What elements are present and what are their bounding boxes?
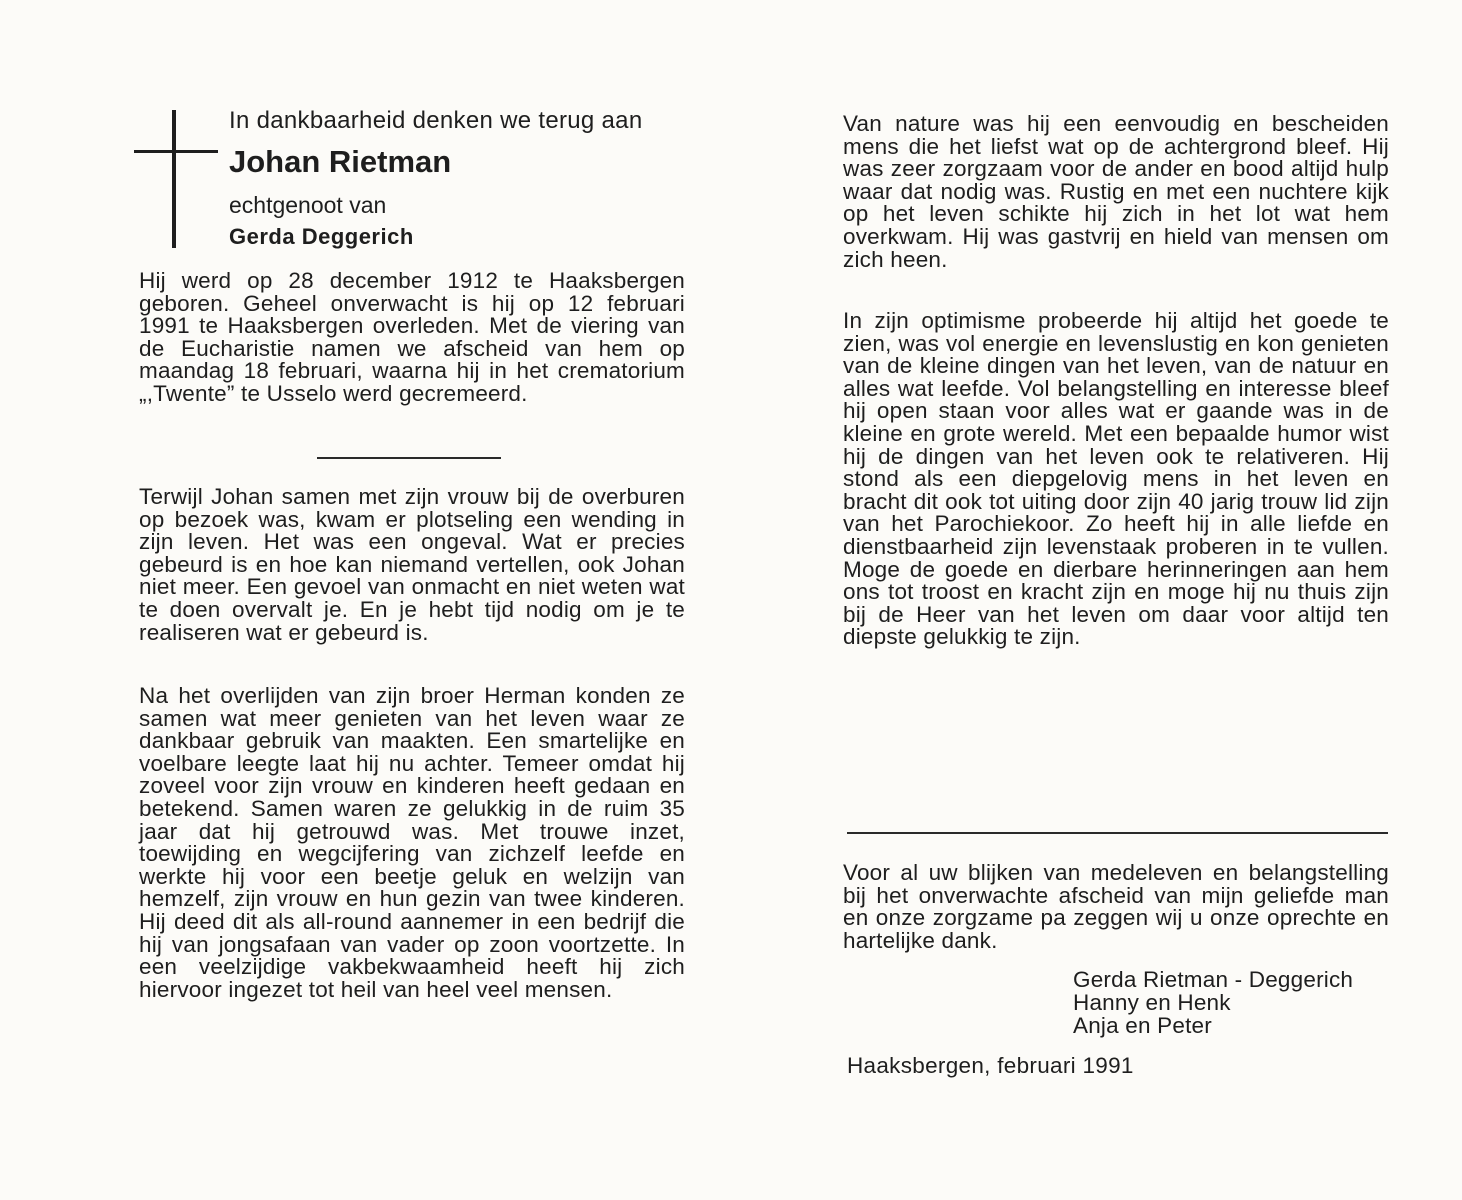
paragraph-text: In zijn optimisme probeerde hij altijd het goede te zien, was vol energie en levenslustig en kon genieten van de kleine dingen van het leven, van de natuur en alles wat leefde. Vol belangstelling en interesse bleef hij open staan voor alles wat er gaande was in de kleine en grote wereld. Met een bepaalde humor wist hij de dingen van het leven ook te relativeren. Hij stond als een diepgelovig mens in het leven en bracht dit ook tot uiting door zijn 40 jarig trouw lid zijn van het Parochiekoor. Zo heeft hij in alle liefde en dienstbaarheid zijn levenstaak proberen in te vullen. Moge de goede en dierbare herinneringen aan hem ons tot troost en kracht zijn en moge hij nu thuis zijn bij de Heer van het leven om daar voor altijd ten diepste gelukkig te zijn. bbox=[843, 308, 1389, 650]
signature-line: Anja en Peter bbox=[1073, 1013, 1212, 1038]
divider-short bbox=[317, 457, 501, 459]
header-block bbox=[229, 104, 689, 252]
paragraph-text: Na het overlijden van zijn broer Herman konden ze samen wat meer genieten van het leven waar ze dankbaar gebruik van maakten. Een smartelijke en voelbare leegte laat hij nu achter. Temeer omdat hij zoveel voor zijn vrouw en kinderen heeft gedaan en betekend. Samen waren ze gelukkig in de ruim 35 jaar dat hij getrouwd was. Met trouwe inzet, toewijding en wegcijfering van zichzelf leefde en werkte hij voor een beetje geluk en welzijn van hemzelf, zijn vrouw en hun gezin van twee kinderen. Hij deed dit als all-round aannemer in een bedrijf die hij van jongsafaan van vader op zoon voortzette. In een veelzijdige vakbekwaamheid heeft hij zich hiervoor ingezet tot heil van heel veel mensen. bbox=[139, 683, 685, 1002]
thanks-paragraph bbox=[843, 862, 1389, 952]
paragraph-text: Hij werd op 28 december 1912 te Haaksbergen geboren. Geheel onverwacht is hij op 12 februari 1991 te Haaksbergen overleden. Met de viering van de Eucharistie namen we afscheid van hem op maandag 18 februari, waarna hij in het crematorium „,Twente” te Usselo werd gecremeerd. bbox=[139, 268, 685, 406]
deceased-name: Johan Rietman bbox=[229, 144, 452, 179]
place-date: Haaksbergen, februari 1991 bbox=[847, 1053, 1134, 1078]
optimism-paragraph bbox=[843, 310, 1389, 649]
paragraph-text: Terwijl Johan samen met zijn vrouw bij de overburen op bezoek was, kwam er plotseling een wending in zijn leven. Het was een ongeval. Wat er precies gebeurd is en hoe kan niemand vertellen, ook Johan niet meer. Een gevoel van onmacht en niet weten wat te doen overvalt je. En je hebt tijd nodig om je te realiseren wat er gebeurd is. bbox=[139, 484, 685, 645]
paragraph-text: Van nature was hij een eenvoudig en bescheiden mens die het liefst wat op de achtergrond bleef. Hij was zeer zorgzaam voor de ander en bood altijd hulp waar dat nodig was. Rustig en met een nuchtere kijk op het leven schikte hij zich in het lot wat hem overkwam. Hij was gastvrij en hield van mensen om zich heen. bbox=[843, 111, 1389, 272]
life-paragraph bbox=[139, 685, 685, 1001]
signature-block bbox=[1073, 968, 1353, 1037]
signature-line: Hanny en Henk bbox=[1073, 990, 1231, 1015]
character-paragraph bbox=[843, 113, 1389, 271]
paragraph-text: Voor al uw blijken van medeleven en belangstelling bij het onverwachte afscheid van mijn geliefde man en onze zorgzame pa zeggen wij u onze oprechte en hartelijke dank. bbox=[843, 860, 1389, 953]
accident-paragraph bbox=[139, 486, 685, 644]
divider-long bbox=[847, 832, 1388, 834]
spouse-label: echtgenoot van bbox=[229, 192, 387, 218]
spouse-name: Gerda Deggerich bbox=[229, 224, 414, 249]
birth-death-paragraph bbox=[139, 270, 685, 406]
signature-line: Gerda Rietman - Deggerich bbox=[1073, 967, 1354, 992]
cross-icon bbox=[134, 110, 218, 248]
intro-text: In dankbaarheid denken we terug aan bbox=[229, 107, 643, 134]
